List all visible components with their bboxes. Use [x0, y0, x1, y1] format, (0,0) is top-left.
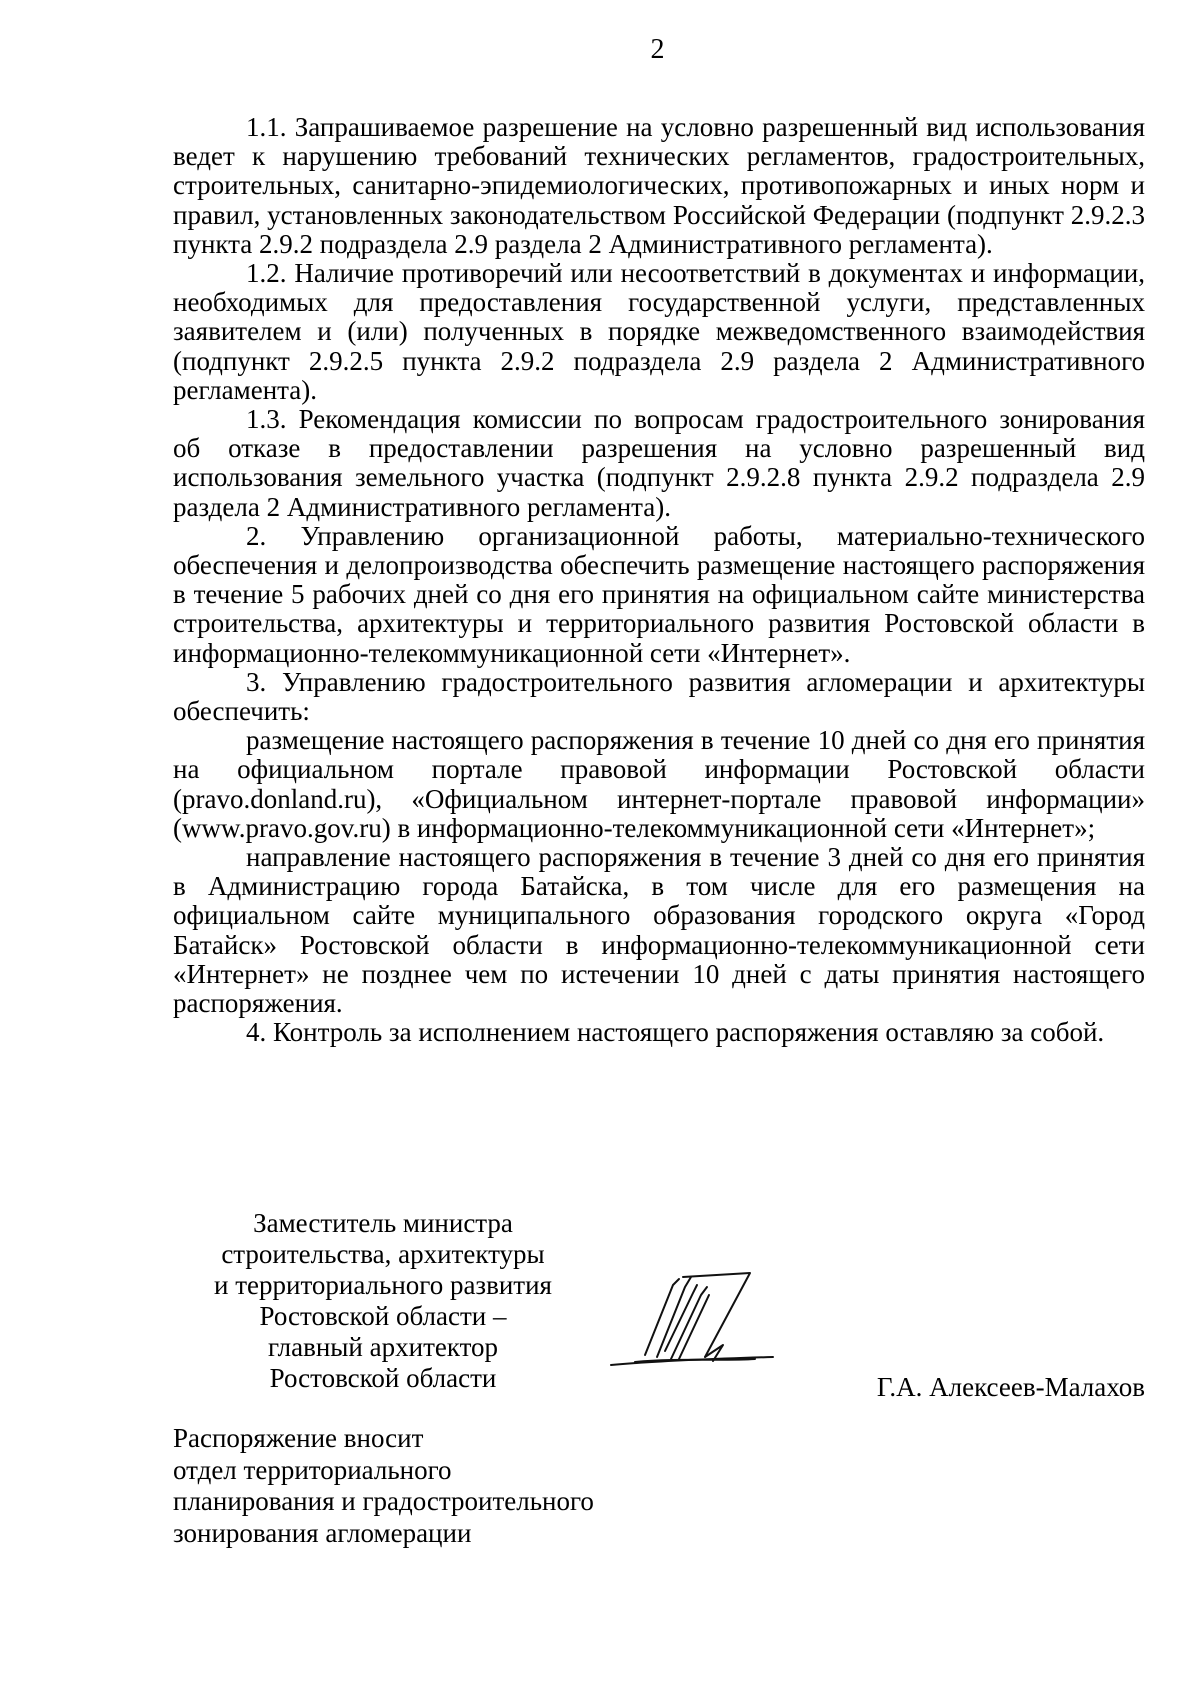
- signatory-title-line: строительства, архитектуры: [221, 1239, 545, 1269]
- handwritten-signature: [605, 1265, 805, 1375]
- submitted-by-line: планирования и градостроительного: [173, 1486, 594, 1516]
- page-number: 2: [650, 34, 665, 65]
- signatory-title: [173, 1208, 593, 1394]
- paragraph-4: 4. Контроль за исполнением настоящего распоряжения оставляю за собой.: [246, 1017, 1105, 1048]
- signatory-title-line: и территориального развития: [214, 1270, 552, 1300]
- submitted-by-line: отдел территориального: [173, 1454, 452, 1485]
- paragraph-2: 2. Управлению организационной работы, материально-технического обеспечения и делопроизводства обеспечить размещение настоящего распоряжения в течение 5 рабочих дней со дня его принятия на официальном сайте министерства строительства, архитектуры и территориального развития Ростовской области в информационно-телекоммуникационной сети «Интернет».: [173, 520, 1145, 668]
- signer-name: Г.А. Алексеев-Малахов: [876, 1372, 1145, 1402]
- paragraph-1-1: 1.1. Запрашиваемое разрешение на условно разрешенный вид использования ведет к нарушению требований технических регламентов, градостроительных, строительных, санитарно-эпидемиологических, противопожарных и иных норм и правил, установленных законодательством Российской Федерации (подпункт 2.9.2.3 пункта 2.9.2 подраздела 2.9 раздела 2 Административного регламента).: [173, 112, 1145, 259]
- signatory-title-line: Ростовской области –: [259, 1301, 507, 1331]
- paragraph-1-2: 1.2. Наличие противоречий или несоответствий в документах и информации, необходимых для предоставления государственной услуги, представленных заявителем и (или) полученных в порядке межведомственного взаимодействия (подпункт 2.9.2.5 пункта 2.9.2 подраздела 2.9 раздела 2 Административного регламента).: [173, 258, 1145, 405]
- paragraph-1-3: 1.3. Рекомендация комиссии по вопросам градостроительного зонирования об отказе в предоставлении разрешения на условно разрешенный вид использования земельного участка (подпункт 2.9.2.8 пункта 2.9.2 подраздела 2.9 раздела 2 Административного регламента).: [173, 404, 1145, 522]
- signatory-title-line: главный архитектор: [267, 1332, 499, 1362]
- paragraph-3-item-1: размещение настоящего распоряжения в течение 10 дней со дня его принятия на официальном портале правовой информации Ростовской области (pravo.donland.ru), «Официальном интернет-портале правовой информации» (www.pravo.gov.ru) в информационно-телекоммуникационной сети «Интернет»;: [173, 725, 1145, 843]
- document-body: [173, 113, 1145, 1048]
- signatory-title-line: Ростовской области: [269, 1363, 497, 1393]
- signatory-title-line: Заместитель министра: [253, 1208, 513, 1238]
- submitted-by-line: Распоряжение вносит: [173, 1423, 424, 1453]
- submitted-by-note: [173, 1423, 594, 1549]
- submitted-by-line: зонирования агломерации: [173, 1517, 472, 1548]
- paragraph-3-item-2: направление настоящего распоряжения в течение 3 дней со дня его принятия в Администрацию города Батайска, в том числе для его размещения на официальном сайте муниципального образования городского округа «Город Батайск» Ростовской области в информационно-телекоммуникационной сети «Интернет» не позднее чем по истечении 10 дней с даты принятия настоящего распоряжения.: [173, 842, 1145, 1019]
- paragraph-3: 3. Управлению градостроительного развития агломерации и архитектуры обеспечить:: [173, 666, 1145, 727]
